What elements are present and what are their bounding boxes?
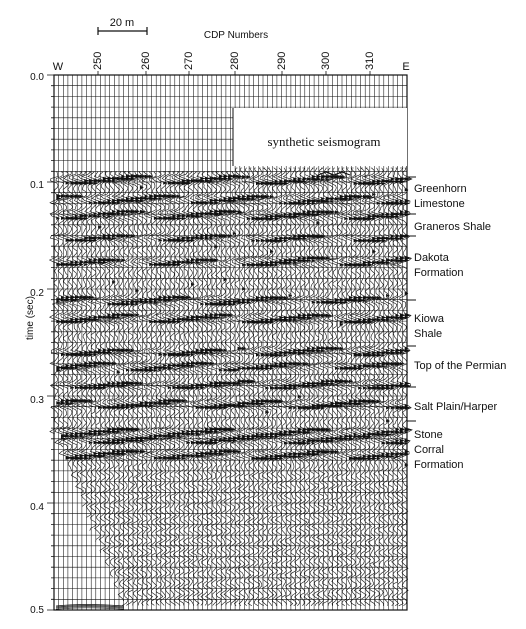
formation-label-stone-corral: Stone Corral Formation	[414, 429, 464, 471]
west-label: W	[52, 61, 64, 73]
formation-label-dakota: Dakota Formation	[414, 252, 464, 279]
scale-bar	[98, 17, 147, 35]
y-tick-labels	[30, 72, 44, 616]
formation-label-kiowa: Kiowa Shale	[414, 313, 444, 340]
y-tick-label: 0.2	[30, 288, 44, 299]
y-tick-label: 0.5	[30, 605, 44, 616]
x-tick-label: 310	[364, 51, 376, 70]
formation-boundaries	[407, 177, 416, 421]
x-tick-label: 260	[140, 51, 152, 70]
x-tick-label: 300	[320, 51, 332, 70]
x-tick-label: 280	[229, 51, 241, 70]
y-tick-label: 0.3	[30, 395, 44, 406]
formation-labels	[414, 183, 506, 471]
scale-bar-label: 20 m	[109, 17, 135, 29]
formation-label-salt-plain: Salt Plain/Harper	[414, 401, 498, 413]
inset-label: synthetic seismogram	[267, 134, 381, 149]
east-label: E	[402, 61, 410, 73]
x-tick-labels	[92, 52, 376, 70]
x-tick-label: 290	[276, 51, 288, 70]
formation-label-greenhorn: Greenhorn Limestone	[414, 183, 467, 210]
y-tick-label: 0.1	[30, 180, 44, 191]
x-tick-label: 250	[92, 51, 104, 70]
y-tick-marks	[47, 75, 54, 610]
y-tick-label: 0.0	[30, 72, 44, 83]
synthetic-seismogram-inset	[233, 108, 407, 166]
y-axis-title: time (sec)	[25, 296, 36, 340]
formation-label-permian: Top of the Permian	[414, 360, 507, 372]
x-axis-title: CDP Numbers	[203, 30, 269, 41]
x-tick-label: 270	[183, 51, 195, 70]
formation-label-graneros: Graneros Shale	[414, 221, 492, 233]
y-tick-label: 0.4	[30, 502, 44, 513]
